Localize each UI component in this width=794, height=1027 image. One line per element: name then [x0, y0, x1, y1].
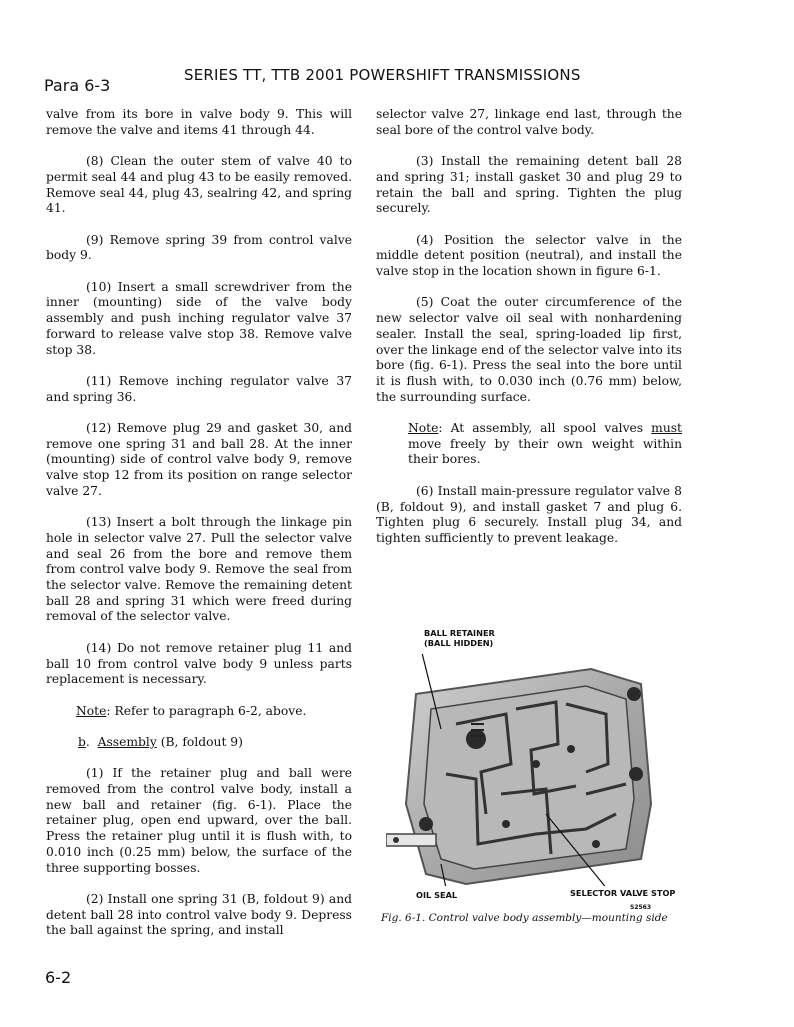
section-para-label: Para 6-3 [44, 76, 111, 95]
note-label: Note [76, 703, 107, 718]
step-10: (10) Insert a small screwdriver from the inner (mounting) side of the valve body assembly and push inching regulator valve 37 forward to release valve stop 38. Remove valve stop 38. [46, 279, 352, 357]
assembly-step-4: (4) Position the selector valve in the middle detent position (neutral), and install the valve stop in the location shown in figure 6-1. [376, 232, 682, 278]
step-13: (13) Insert a bolt through the linkage pin hole in selector valve 27. Pull the selector valve and seal 26 from the bore and remove them from control valve body 9. Remove the seal from the selector valve. Remove the remaining detent ball 28 and spring 31 which were freed during removal of the selector valve. [46, 515, 352, 624]
figure-caption: Fig. 6-1. Control valve body assembly—mounting side [381, 912, 668, 924]
assembly-step-5: (5) Coat the outer circumference of the new selector valve oil seal with nonhardening sealer. Install the seal, spring-loaded lip first, over the linkage end of the selector valve into its bore (fig. 6-1). Press the seal into the bore until it is flush with, to 0.030 inch (0.76 mm) below, the surrounding surface. [376, 295, 682, 404]
note-label-right: Note [408, 421, 439, 435]
note-emphasis: must [651, 421, 682, 435]
right-column [376, 107, 682, 562]
assembly-step-1: (1) If the retainer plug and ball were removed from the control valve body, install a new ball and retainer (fig. 6-1). Place the retainer plug, open end upward, over the ball. Press the retainer plug until it is flush with, to 0.010 inch (0.25 mm) below, the surface of the three supporting bosses. [46, 766, 352, 875]
figure-code: S2563 [630, 904, 652, 911]
step-12: (12) Remove plug 29 and gasket 30, and remove one spring 31 and ball 28. At the inner (mounting) side of control valve body 9, remove valve stop 12 from its position on range selector valve 27. [46, 420, 352, 498]
paragraph-continued-right: selector valve 27, linkage end last, through the seal bore of the control valve body. [376, 107, 682, 137]
note-left [46, 704, 352, 720]
label-selector-valve-stop: SELECTOR VALVE STOP [570, 888, 676, 898]
page-number: 6-2 [45, 968, 72, 987]
step-14: (14) Do not remove retainer plug 11 and ball 10 from control valve body 9 unless parts replacement is necessary. [46, 640, 352, 687]
note-text: : Refer to paragraph 6-2, above. [106, 703, 307, 718]
subsection-ref: (B, foldout 9) [156, 734, 243, 749]
figure-6-1 [376, 628, 686, 928]
assembly-step-3: (3) Install the remaining detent ball 28 and spring 31; install gasket 30 and plug 29 to retain the ball and spring. Tighten the plug securely. [376, 154, 682, 216]
step-11: (11) Remove inching regulator valve 37 and spring 36. [46, 373, 352, 404]
subsection-letter: b [78, 734, 86, 749]
step-8: (8) Clean the outer stem of valve 40 to permit seal 44 and plug 43 to be easily removed. Remove seal 44, plug 43, sealring 42, and spring 41. [46, 154, 352, 216]
left-column [46, 107, 352, 955]
paragraph-continued: valve from its bore in valve body 9. This will remove the valve and items 41 through 44. [46, 107, 352, 137]
note-rest: move freely by their own weight within their bores. [408, 436, 682, 467]
note-text-right: : At assembly, all spool valves [438, 421, 652, 435]
label-ball-retainer: BALL RETAINER (BALL HIDDEN) [424, 628, 495, 648]
running-title: SERIES TT, TTB 2001 POWERSHIFT TRANSMISSIONS [184, 66, 581, 84]
note-right [376, 421, 682, 468]
assembly-step-6: (6) Install main-pressure regulator valve 8 (B, foldout 9), and install gasket 7 and plug 6. Tighten plug 6 securely. Install plug 34, and tighten sufficiently to prevent leakage. [376, 483, 682, 545]
subsection-title: Assembly [97, 734, 157, 749]
step-9: (9) Remove spring 39 from control valve body 9. [46, 232, 352, 263]
subsection-heading: b. Assembly (B, foldout 9) [78, 734, 243, 749]
label-oil-seal: OIL SEAL [416, 890, 458, 900]
assembly-step-2: (2) Install one spring 31 (B, foldout 9) and detent ball 28 into control valve body 9. Depress the ball against the spring, and install [46, 891, 352, 938]
valve-body-photo [386, 654, 656, 886]
